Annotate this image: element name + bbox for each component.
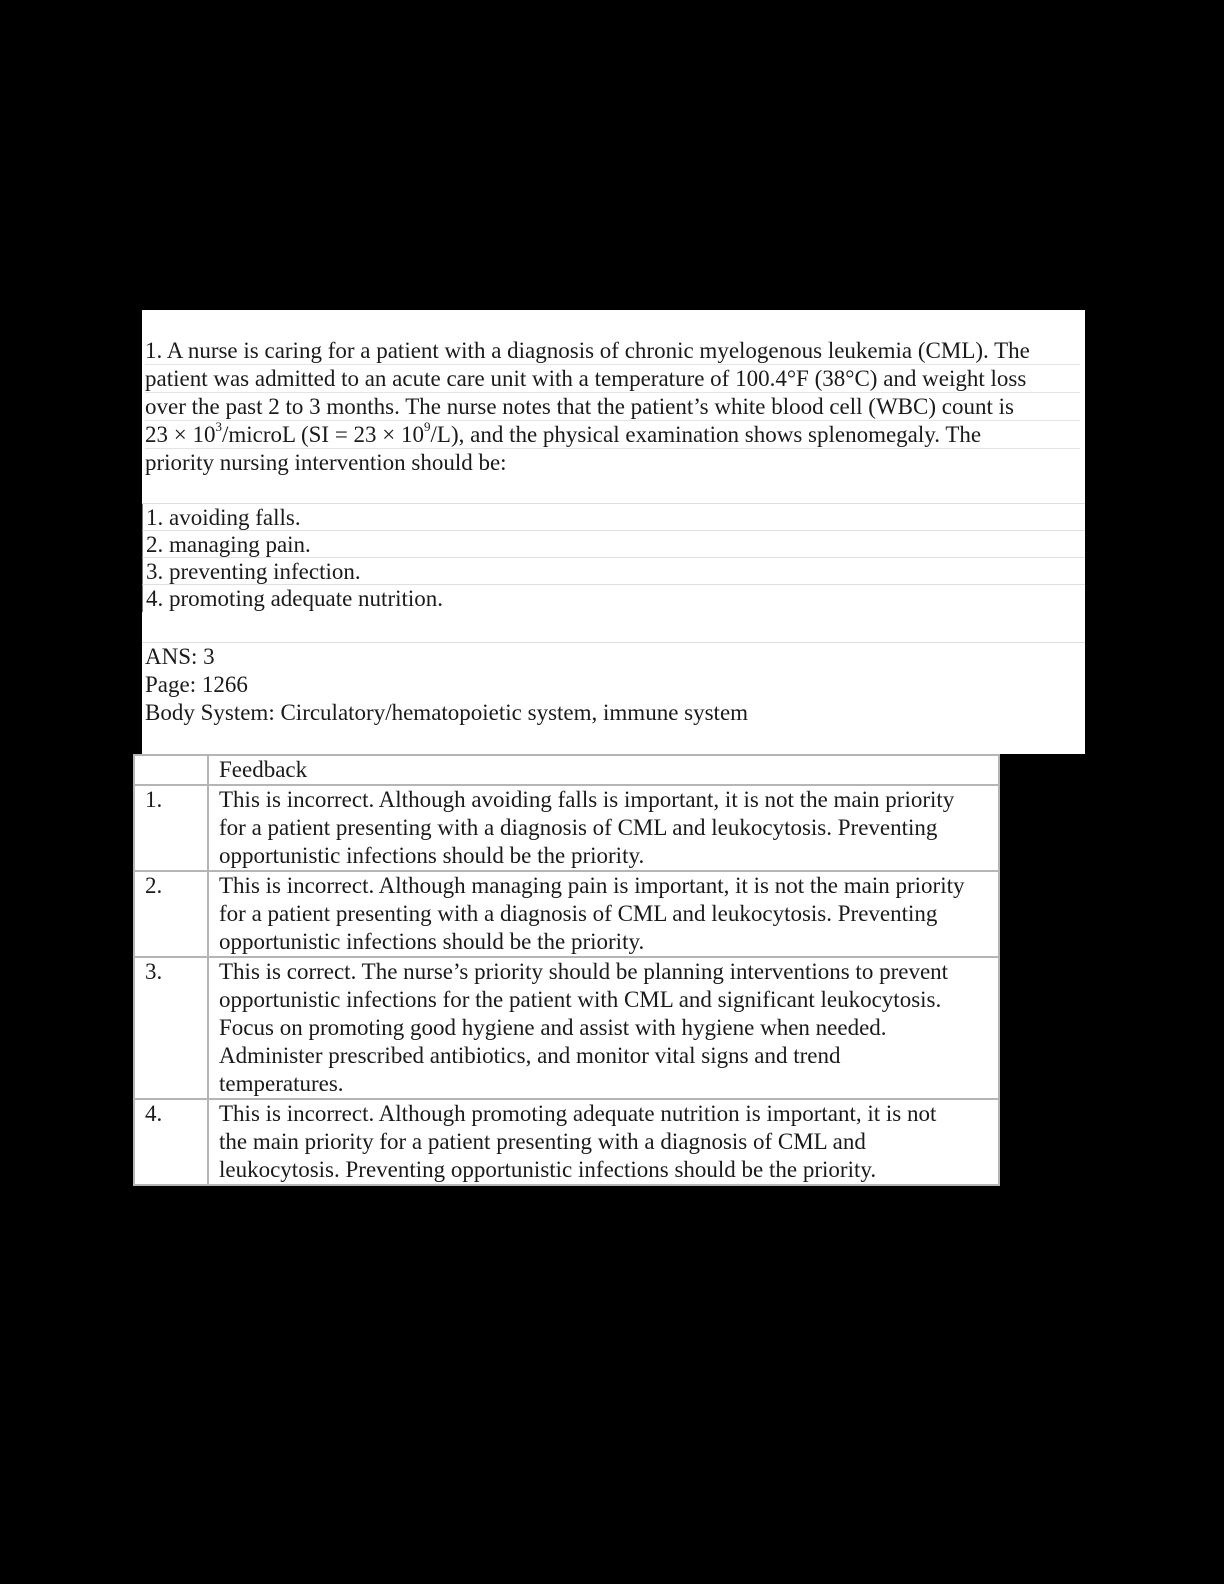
feedback-line: This is incorrect. Although managing pain is important, it is not the main priority [219, 873, 965, 898]
superscript: 9 [424, 419, 431, 435]
feedback-line: opportunistic infections for the patient with CML and significant leukocytosis. [219, 987, 942, 1012]
answer-info [145, 643, 748, 727]
feedback-line: leukocytosis. Preventing opportunistic infections should be the priority. [219, 1157, 877, 1182]
feedback-number: 2. [134, 871, 208, 957]
feedback-row [134, 785, 999, 871]
feedback-row [134, 871, 999, 957]
stem-line-wbc [145, 421, 1080, 449]
feedback-line: for a patient presenting with a diagnosis of CML and leukocytosis. Preventing [219, 815, 938, 840]
feedback-text [208, 957, 999, 1099]
option-3: 3. preventing infection. [142, 558, 1085, 585]
feedback-row [134, 957, 999, 1099]
body-system: Body System: Circulatory/hematopoietic system, immune system [145, 700, 749, 725]
option-2: 2. managing pain. [142, 531, 1085, 558]
feedback-number: 3. [134, 957, 208, 1099]
stem-line: priority nursing intervention should be: [145, 450, 507, 475]
feedback-line: This is incorrect. Although promoting adequate nutrition is important, it is not [219, 1101, 937, 1126]
option-1: 1. avoiding falls. [142, 504, 1085, 531]
feedback-line: Administer prescribed antibiotics, and monitor vital signs and trend [219, 1043, 841, 1068]
feedback-line: opportunistic infections should be the priority. [219, 929, 645, 954]
answer-options [142, 504, 1085, 612]
option-4: 4. promoting adequate nutrition. [142, 585, 1085, 612]
feedback-text [208, 871, 999, 957]
feedback-number: 1. [134, 785, 208, 871]
question-stem [145, 337, 1080, 477]
feedback-line: the main priority for a patient presenting with a diagnosis of CML and [219, 1129, 866, 1154]
feedback-header: Feedback [208, 755, 999, 785]
wbc-text-3: /L), and the physical examination shows splenomegaly. The [430, 422, 982, 447]
stem-line: patient was admitted to an acute care unit with a temperature of 100.4°F (38°C) and weight loss [145, 365, 1080, 393]
feedback-line: This is incorrect. Although avoiding falls is important, it is not the main priority [219, 787, 955, 812]
answer-key: ANS: 3 [145, 644, 215, 669]
page-reference: Page: 1266 [145, 672, 248, 697]
feedback-table [133, 754, 1000, 1186]
feedback-line: for a patient presenting with a diagnosis of CML and leukocytosis. Preventing [219, 901, 938, 926]
feedback-line: Focus on promoting good hygiene and assist with hygiene when needed. [219, 1015, 887, 1040]
feedback-line: This is correct. The nurse’s priority should be planning interventions to prevent [219, 959, 949, 984]
feedback-line: temperatures. [219, 1071, 344, 1096]
stem-line: over the past 2 to 3 months. The nurse notes that the patient’s white blood cell (WBC) count is [145, 393, 1080, 421]
feedback-number: 4. [134, 1099, 208, 1185]
wbc-text-1: 23 × 10 [145, 422, 216, 447]
header-number-cell [134, 755, 208, 785]
feedback-row [134, 1099, 999, 1185]
question-card [142, 310, 1085, 754]
feedback-text [208, 785, 999, 871]
superscript: 3 [215, 419, 222, 435]
feedback-header-row [134, 755, 999, 785]
feedback-line: opportunistic infections should be the priority. [219, 843, 645, 868]
stem-line: 1. A nurse is caring for a patient with a diagnosis of chronic myelogenous leukemia (CML). The [145, 337, 1080, 365]
wbc-text-2: /microL (SI = 23 × 10 [221, 422, 425, 447]
feedback-text [208, 1099, 999, 1185]
